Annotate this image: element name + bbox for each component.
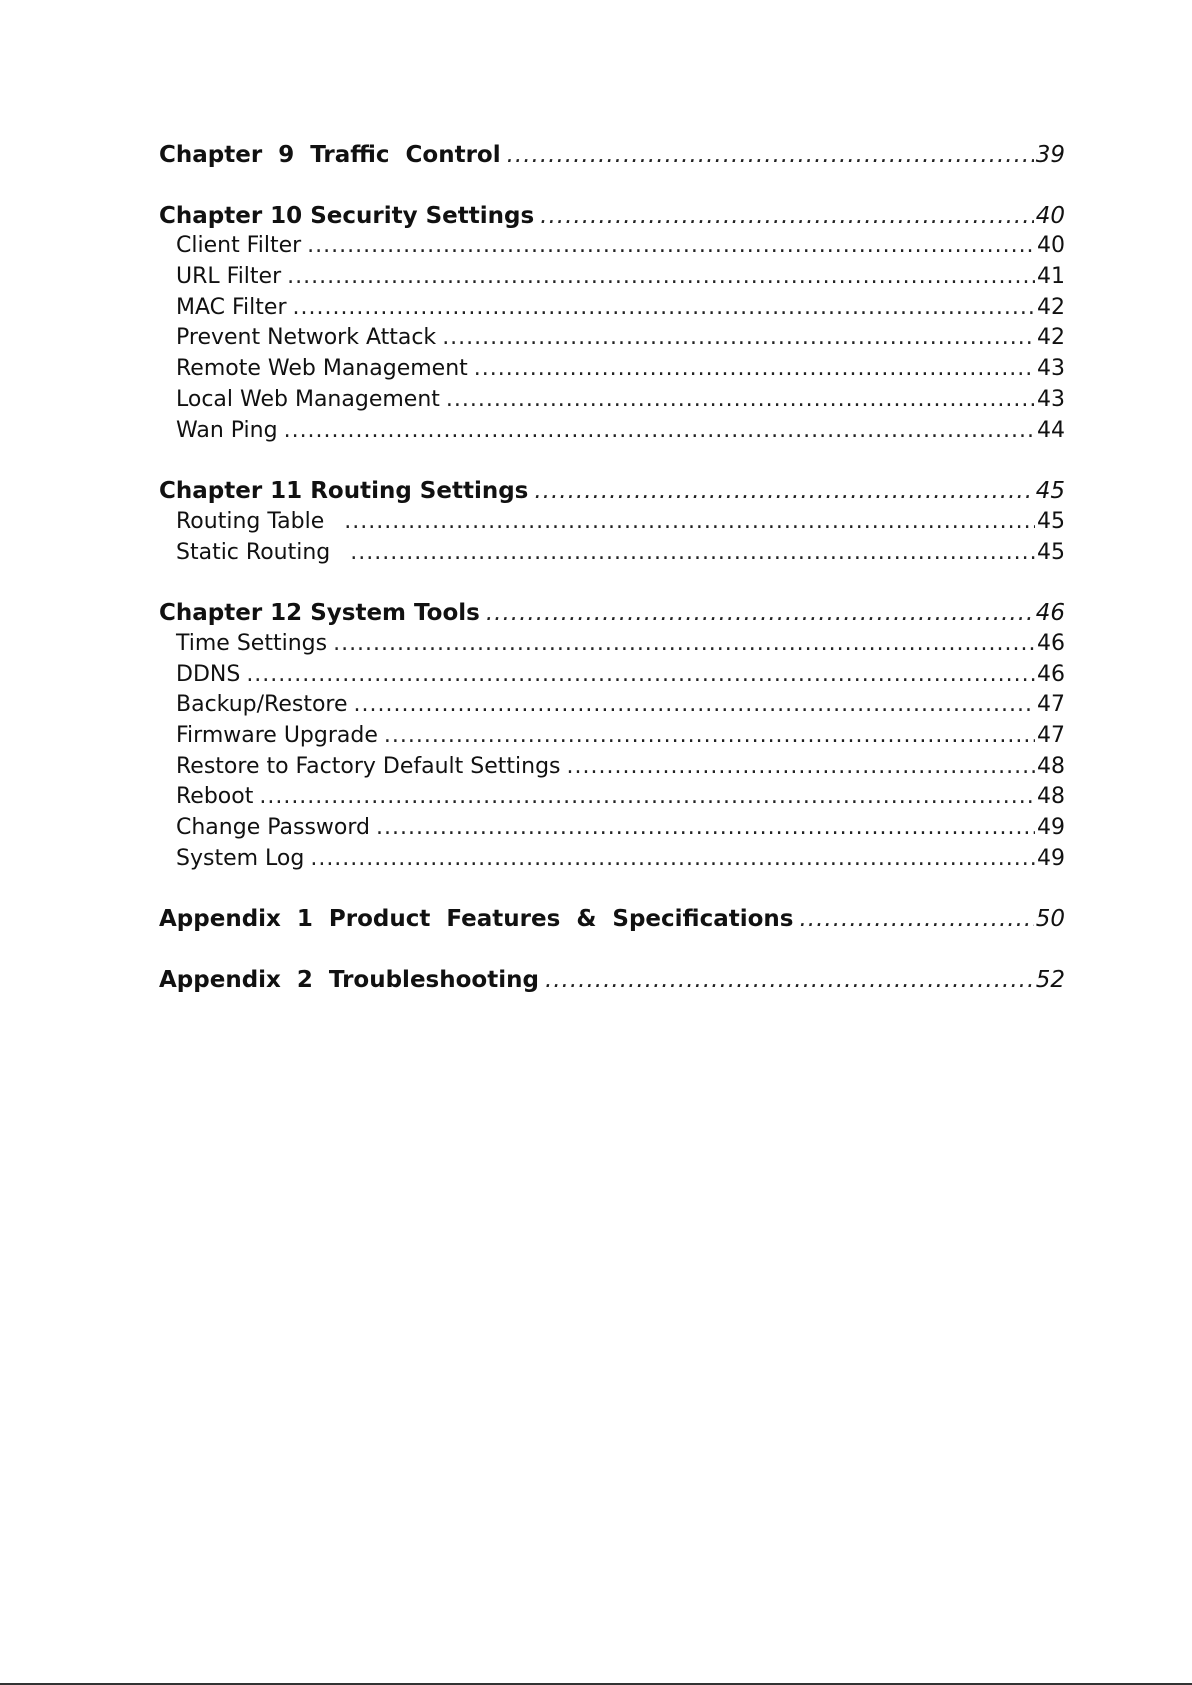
dot-leader (284, 416, 1035, 447)
item-title: Static Routing (176, 539, 331, 565)
toc-item-entry[interactable] (159, 538, 1065, 569)
page-number: 47 (1037, 723, 1065, 748)
dot-leader (474, 354, 1035, 385)
page-number: 47 (1037, 692, 1065, 718)
dot-leader (442, 323, 1035, 354)
page-number: 50 (1035, 906, 1065, 933)
dot-leader (344, 507, 1035, 538)
dot-leader (446, 385, 1035, 416)
page-number: 42 (1037, 294, 1065, 320)
dot-leader (333, 629, 1035, 660)
dot-leader (799, 904, 1033, 935)
page-number: 44 (1037, 417, 1065, 443)
item-title: Restore to Factory Default Settings (176, 753, 561, 779)
toc-chapter-entry[interactable] (159, 201, 1065, 232)
chapter-title: Chapter 11 Routing Settings (159, 478, 529, 505)
dot-leader (350, 538, 1035, 569)
dot-leader (486, 598, 1034, 629)
toc-item-entry[interactable] (159, 385, 1065, 416)
dot-leader (307, 231, 1035, 262)
item-title: Prevent Network Attack (176, 325, 437, 351)
item-title: Local Web Management (176, 386, 440, 412)
dot-leader (310, 844, 1035, 875)
toc-item-entry[interactable] (159, 507, 1065, 538)
toc-section (159, 476, 1065, 568)
dot-leader (354, 690, 1035, 721)
item-title: URL Filter (176, 264, 282, 290)
toc-item-entry[interactable] (159, 752, 1065, 783)
page-number: 48 (1037, 753, 1065, 779)
chapter-title: Chapter 9 Traffic Control (159, 142, 501, 168)
page-number: 49 (1037, 815, 1065, 841)
dot-leader (545, 965, 1034, 996)
page-number: 42 (1037, 325, 1065, 351)
toc-chapter-entry[interactable] (159, 965, 1065, 996)
toc-chapter-entry[interactable] (159, 476, 1065, 507)
item-title: Reboot (176, 784, 254, 810)
item-title: Wan Ping (176, 417, 278, 443)
toc-item-entry[interactable] (159, 231, 1065, 262)
chapter-title: Chapter 12 System Tools (159, 600, 480, 627)
item-title: Change Password (176, 815, 370, 841)
dot-leader (534, 476, 1033, 507)
item-title: DDNS (176, 661, 241, 687)
dot-leader (376, 813, 1035, 844)
page-number: 39 (1035, 142, 1065, 168)
toc-section (159, 201, 1065, 447)
page-number: 43 (1037, 386, 1065, 412)
toc-chapter-entry[interactable] (159, 904, 1065, 935)
page-number: 46 (1037, 630, 1065, 656)
page-number: 40 (1035, 202, 1065, 229)
page-number: 45 (1035, 478, 1065, 505)
toc-item-entry[interactable] (159, 844, 1065, 875)
page-number: 43 (1037, 356, 1065, 382)
toc-chapter-entry[interactable] (159, 598, 1065, 629)
table-of-contents (159, 140, 1065, 1026)
dot-leader (507, 140, 1034, 171)
dot-leader (567, 752, 1035, 783)
toc-item-entry[interactable] (159, 262, 1065, 293)
dot-leader (292, 293, 1035, 324)
toc-item-entry[interactable] (159, 660, 1065, 691)
chapter-title: Appendix 2 Troubleshooting (159, 967, 539, 994)
dot-leader (259, 782, 1035, 813)
toc-item-entry[interactable] (159, 782, 1065, 813)
item-title: Firmware Upgrade (176, 723, 378, 748)
toc-item-entry[interactable] (159, 416, 1065, 447)
toc-item-entry[interactable] (159, 629, 1065, 660)
page-number: 48 (1037, 784, 1065, 810)
item-title: Client Filter (176, 233, 302, 259)
dot-leader (246, 660, 1035, 691)
item-title: MAC Filter (176, 294, 287, 320)
dot-leader (384, 721, 1035, 752)
page-number: 46 (1035, 600, 1065, 627)
page-number: 52 (1035, 967, 1065, 994)
toc-item-entry[interactable] (159, 721, 1065, 752)
toc-item-entry[interactable] (159, 323, 1065, 354)
dot-leader (287, 262, 1035, 293)
page-number: 49 (1037, 845, 1065, 871)
item-title: System Log (176, 845, 305, 871)
page-number: 45 (1037, 508, 1065, 534)
page-number: 45 (1037, 539, 1065, 565)
dot-leader (540, 201, 1034, 232)
page-number: 46 (1037, 661, 1065, 687)
page-number: 40 (1037, 233, 1065, 259)
item-title: Backup/Restore (176, 692, 348, 718)
chapter-title: Chapter 10 Security Settings (159, 202, 535, 229)
toc-section (159, 140, 1065, 171)
item-title: Remote Web Management (176, 356, 468, 382)
toc-item-entry[interactable] (159, 354, 1065, 385)
toc-item-entry[interactable] (159, 293, 1065, 324)
item-title: Time Settings (176, 630, 328, 656)
chapter-title: Appendix 1 Product Features & Specifications (159, 906, 794, 933)
toc-section (159, 965, 1065, 996)
item-title: Routing Table (176, 508, 325, 534)
toc-section (159, 904, 1065, 935)
toc-section (159, 598, 1065, 874)
toc-item-entry[interactable] (159, 813, 1065, 844)
toc-item-entry[interactable] (159, 690, 1065, 721)
toc-chapter-entry[interactable] (159, 140, 1065, 171)
page-number: 41 (1037, 264, 1065, 290)
